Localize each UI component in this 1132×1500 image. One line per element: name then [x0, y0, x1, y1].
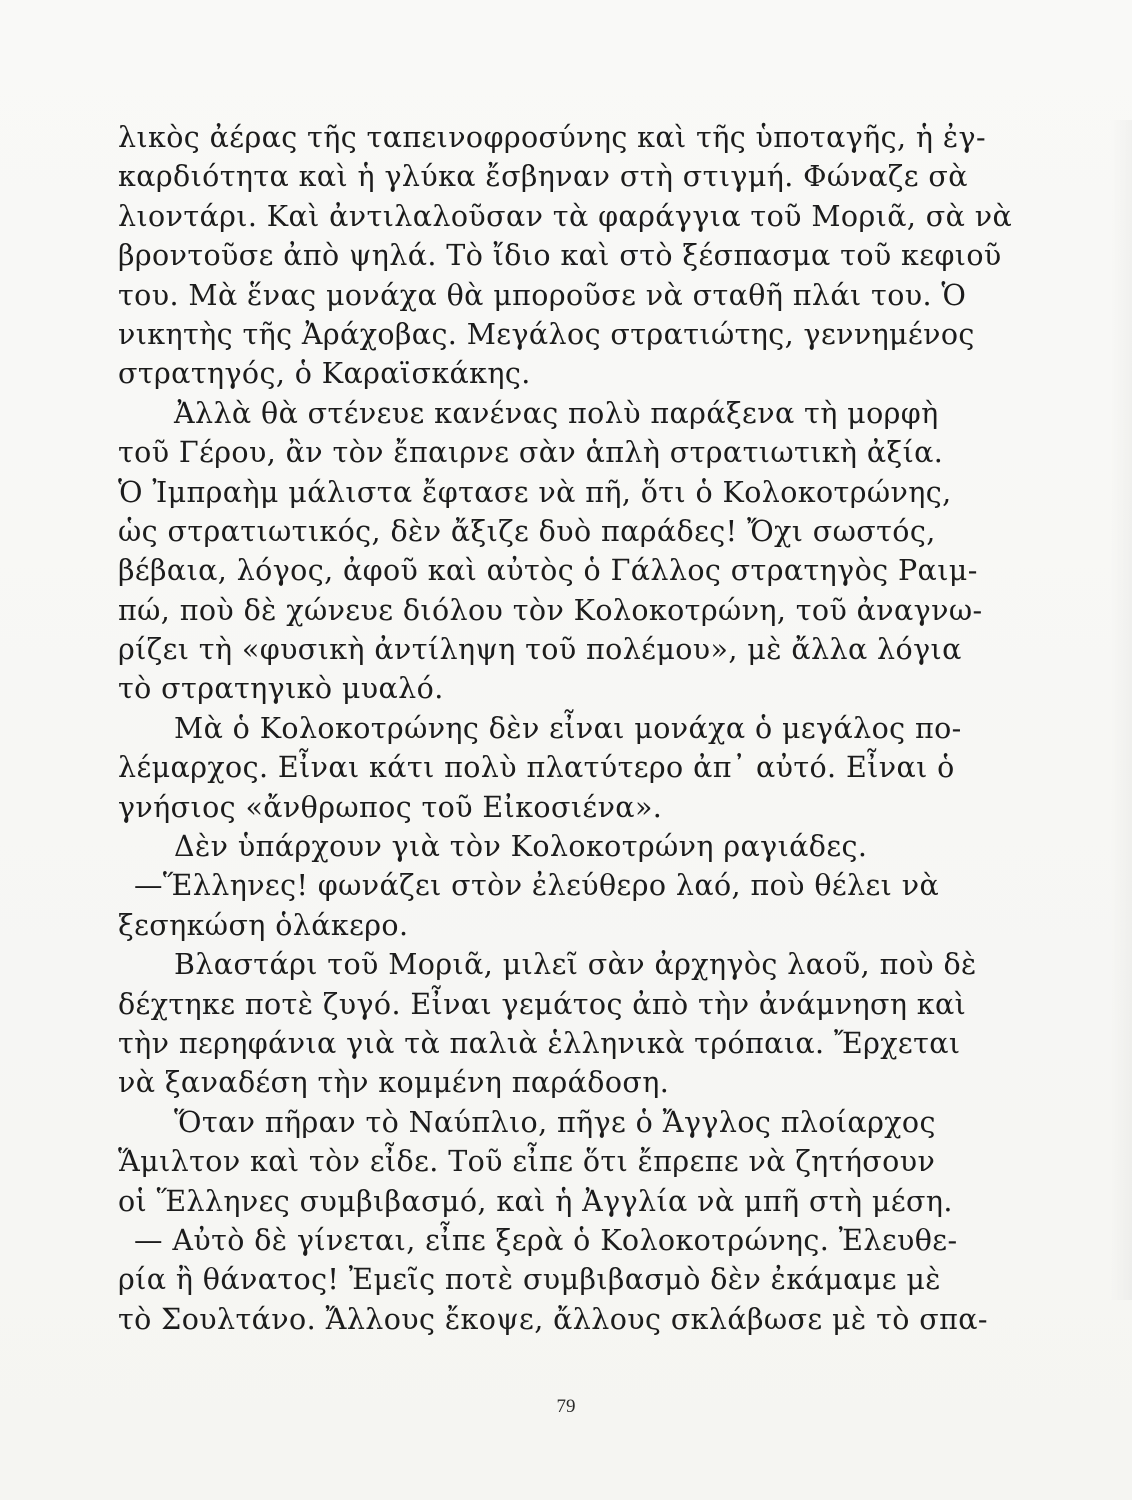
- text-line: βροντοῦσε ἀπὸ ψηλά. Τὸ ἴδιο καὶ στὸ ξέσπασμα τοῦ κεφιοῦ: [118, 239, 1002, 273]
- text-line: οἱ Ἕλληνες συμβιβασμό, καὶ ἡ Ἀγγλία νὰ μπῆ στὴ μέση.: [118, 1184, 953, 1218]
- text-line: τὸ στρατηγικὸ μυαλό.: [118, 672, 444, 706]
- text-line: Μὰ ὁ Κολοκοτρώνης δὲν εἶναι μονάχα ὁ μεγάλος πο-: [174, 711, 962, 745]
- page-number: 79: [556, 1396, 576, 1417]
- text-line: Ἀλλὰ θὰ στένευε κανένας πολὺ παράξενα τὴ μορφὴ: [174, 396, 939, 430]
- text-line: —Ἕλληνες! φωνάζει στὸν ἐλεύθερο λαό, ποὺ θέλει νὰ: [134, 869, 940, 903]
- text-line: νὰ ξαναδέση τὴν κομμένη παράδοση.: [118, 1066, 670, 1100]
- text-line: τὸ Σουλτάνο. Ἄλλους ἔκοψε, ἄλλους σκλάβωσε μὲ τὸ σπα-: [118, 1302, 988, 1336]
- text-line: τὴν περηφάνια γιὰ τὰ παλιὰ ἑλληνικὰ τρόπαια. Ἔρχεται: [118, 1026, 961, 1060]
- text-line: Ὁ Ἰμπραὴμ μάλιστα ἔφτασε νὰ πῆ, ὅτι ὁ Κολοκοτρώνης,: [118, 475, 952, 509]
- text-line: λέμαρχος. Εἶναι κάτι πολὺ πλατύτερο ἀπ᾽ αὐτό. Εἶναι ὁ: [118, 751, 955, 785]
- text-line: νικητὴς τῆς Ἀράχοβας. Μεγάλος στρατιώτης, γεννημένος: [118, 317, 975, 351]
- text-line: λικὸς ἀέρας τῆς ταπεινοφροσύνης καὶ τῆς ὑποταγῆς, ἡ ἐγ-: [118, 121, 987, 154]
- text-line: ρία ἢ θάνατος! Ἐμεῖς ποτὲ συμβιβασμὸ δὲν ἐκάμαμε μὲ: [118, 1263, 941, 1297]
- text-line: — Αὐτὸ δὲ γίνεται, εἶπε ξερὰ ὁ Κολοκοτρώνης. Ἐλευθε-: [134, 1223, 958, 1257]
- text-line: του. Μὰ ἕνας μονάχα θὰ μποροῦσε νὰ σταθῆ πλάι του. Ὁ: [118, 278, 967, 312]
- text-line: ὡς στρατιωτικός, δὲν ἄξιζε δυὸ παράδες! Ὄχι σωστός,: [118, 514, 936, 548]
- text-line: ξεσηκώση ὁλάκερο.: [118, 908, 409, 942]
- text-line: Βλαστάρι τοῦ Μοριᾶ, μιλεῖ σὰν ἀρχηγὸς λαοῦ, ποὺ δὲ: [174, 948, 977, 982]
- text-line: Ὅταν πῆραν τὸ Ναύπλιο, πῆγε ὁ Ἄγγλος πλοίαρχος: [174, 1105, 936, 1139]
- text-line: ρίζει τὴ «φυσικὴ ἀντίληψη τοῦ πολέμου», μὲ ἄλλα λόγια: [118, 633, 962, 667]
- text-line: λιοντάρι. Καὶ ἀντιλαλοῦσαν τὰ φαράγγια τοῦ Μοριᾶ, σὰ νὰ: [118, 199, 1013, 233]
- text-line: δέχτηκε ποτὲ ζυγό. Εἶναι γεμάτος ἀπὸ τὴν ἀνάμνηση καὶ: [118, 987, 967, 1021]
- text-line: Ἅμιλτον καὶ τὸν εἶδε. Τοῦ εἶπε ὅτι ἔπρεπε νὰ ζητήσουν: [118, 1145, 936, 1179]
- text-line: βέβαια, λόγος, ἀφοῦ καὶ αὐτὸς ὁ Γάλλος στρατηγὸς Ραιμ-: [118, 554, 978, 588]
- text-line: Δὲν ὑπάρχουν γιὰ τὸν Κολοκοτρώνη ραγιάδες.: [174, 830, 868, 864]
- text-line: τοῦ Γέρου, ἂν τὸν ἔπαιρνε σὰν ἁπλὴ στρατιωτικὴ ἀξία.: [118, 436, 944, 470]
- text-line: γνήσιος «ἄνθρωπος τοῦ Εἰκοσιένα».: [118, 790, 663, 824]
- body-text: [118, 118, 1013, 1339]
- page-edge-shadow: [1110, 120, 1132, 1300]
- text-line: πώ, ποὺ δὲ χώνευε διόλου τὸν Κολοκοτρώνη, τοῦ ἀναγνω-: [118, 593, 983, 627]
- text-line: στρατηγός, ὁ Καραϊσκάκης.: [118, 357, 531, 391]
- text-line: καρδιότητα καὶ ἡ γλύκα ἔσβηναν στὴ στιγμή. Φώναζε σὰ: [118, 160, 968, 194]
